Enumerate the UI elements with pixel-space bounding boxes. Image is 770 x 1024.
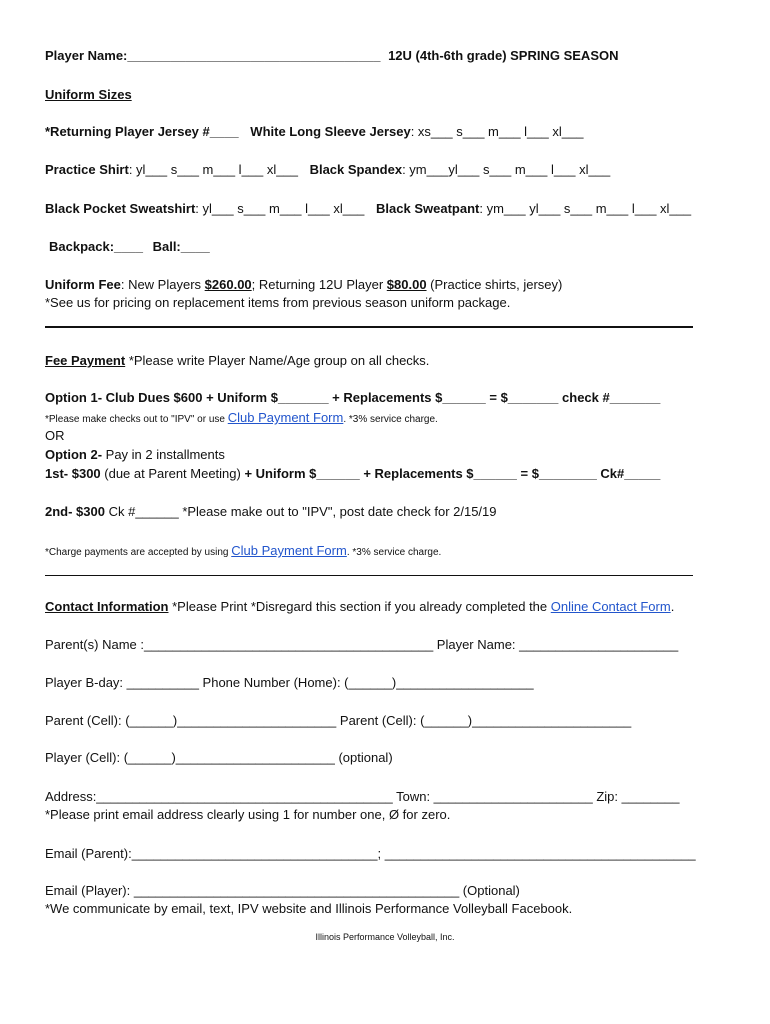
uniform-fee-label: Uniform Fee — [45, 277, 121, 292]
contact-instruction: *Please Print *Disregard this section if you already completed the — [168, 599, 551, 614]
sweatshirt-label: Black Pocket Sweatshirt — [45, 201, 196, 216]
section-divider — [45, 326, 693, 328]
option2-text: Pay in 2 installments — [102, 447, 225, 462]
communicate-note: *We communicate by email, text, IPV website and Illinois Performance Volleyball Facebook. — [45, 901, 573, 916]
club-payment-form-link-2[interactable]: Club Payment Form — [231, 543, 347, 558]
email-parent-line[interactable]: Email (Parent):__________________________________; ___________________________________________ — [45, 846, 696, 861]
sweatpant-sizes[interactable]: : ym___ yl___ s___ m___ l___ xl___ — [479, 201, 692, 216]
practice-line — [45, 162, 610, 178]
returning-jersey-field[interactable]: *Returning Player Jersey #____ — [45, 124, 239, 139]
or-text: OR — [45, 428, 65, 443]
footer-org-name: Illinois Performance Volleyball, Inc. — [315, 932, 455, 942]
spandex-sizes[interactable]: : ym___yl___ s___ m___ l___ xl___ — [402, 162, 611, 177]
email-player-line[interactable]: Email (Player): _____________________________________________ (Optional) — [45, 883, 520, 898]
jersey-line — [45, 124, 583, 140]
uniform-sizes-heading: Uniform Sizes — [45, 87, 132, 102]
fee-payment-heading-line — [45, 353, 429, 369]
first-installment-line[interactable] — [45, 466, 660, 482]
option2-line — [45, 447, 225, 463]
practice-shirt-label: Practice Shirt — [45, 162, 129, 177]
backpack-field[interactable]: Backpack:____ — [49, 239, 143, 254]
fee-returning-suffix: (Practice shirts, jersey) — [426, 277, 563, 292]
parents-name-line[interactable]: Parent(s) Name :________________________________________ Player Name: ______________________ — [45, 637, 679, 652]
header-line — [45, 48, 619, 64]
address-line[interactable]: Address:_________________________________________ Town: ______________________ Zip: ________ — [45, 789, 680, 804]
fee-returning-amount: $80.00 — [386, 277, 427, 292]
white-ls-label: White Long Sleeve Jersey — [250, 124, 411, 139]
fee-new-amount: $260.00 — [204, 277, 252, 292]
fee-returning-prefix: ; Returning 12U Player — [251, 277, 387, 292]
season-title: 12U (4th-6th grade) SPRING SEASON — [388, 48, 619, 63]
spandex-label: Black Spandex — [309, 162, 403, 177]
option2-label: Option 2- — [45, 447, 103, 462]
backpack-ball-line — [49, 239, 210, 255]
replacement-note: *See us for pricing on replacement items from previous season uniform package. — [45, 295, 511, 310]
second-text[interactable]: Ck #______ *Please make out to "IPV", post date check for 2/15/19 — [104, 504, 497, 519]
charge-note-suffix: . *3% service charge. — [346, 547, 442, 558]
club-payment-form-link[interactable]: Club Payment Form — [227, 410, 344, 425]
email-note: *Please print email address clearly using 1 for number one, Ø for zero. — [45, 807, 451, 822]
white-ls-sizes[interactable]: : xs___ s___ m___ l___ xl___ — [410, 124, 584, 139]
sweat-line — [45, 201, 691, 217]
player-bday-line[interactable]: Player B-day: __________ Phone Number (Home): (______)___________________ — [45, 675, 534, 690]
contact-instruction-end: . — [670, 599, 675, 614]
ball-field[interactable]: Ball:____ — [152, 239, 210, 254]
sweatpant-label: Black Sweatpant — [376, 201, 480, 216]
player-cell-line[interactable]: Player (Cell): (______)______________________ (optional) — [45, 750, 393, 765]
charge-note-prefix: *Charge payments are accepted by using — [45, 547, 232, 558]
option1-line[interactable]: Option 1- Club Dues $600 + Uniform $_______ + Replacements $______ = $_______ check #_______ — [45, 390, 661, 405]
section-divider-2 — [45, 575, 693, 576]
contact-heading-line — [45, 599, 674, 615]
second-label: 2nd- $300 — [45, 504, 105, 519]
first-rest[interactable]: + Uniform $______ + Replacements $______ = $________ Ck#_____ — [244, 466, 661, 481]
practice-shirt-sizes[interactable]: : yl___ s___ m___ l___ xl___ — [128, 162, 298, 177]
sweatshirt-sizes[interactable]: : yl___ s___ m___ l___ xl___ — [195, 201, 365, 216]
parent-cell-line[interactable]: Parent (Cell): (______)______________________ Parent (Cell): (______)______________________ — [45, 713, 632, 728]
charge-note — [45, 543, 441, 561]
fee-payment-instruction: *Please write Player Name/Age group on all checks. — [125, 353, 430, 368]
fee-new-prefix: : New Players — [120, 277, 205, 292]
contact-heading: Contact Information — [45, 599, 169, 614]
checks-note-suffix: . *3% service charge. — [343, 414, 438, 425]
first-label: 1st- $300 — [45, 466, 101, 481]
player-name-field[interactable]: Player Name:___________________________________ — [45, 48, 381, 63]
checks-note-prefix: *Please make checks out to "IPV" or use — [45, 414, 228, 425]
uniform-fee-line — [45, 277, 562, 293]
online-contact-form-link[interactable]: Online Contact Form — [550, 599, 671, 614]
fee-payment-heading: Fee Payment — [45, 353, 126, 368]
checks-note — [45, 410, 438, 428]
second-installment-line[interactable] — [45, 504, 497, 520]
first-meeting: (due at Parent Meeting) — [100, 466, 245, 481]
